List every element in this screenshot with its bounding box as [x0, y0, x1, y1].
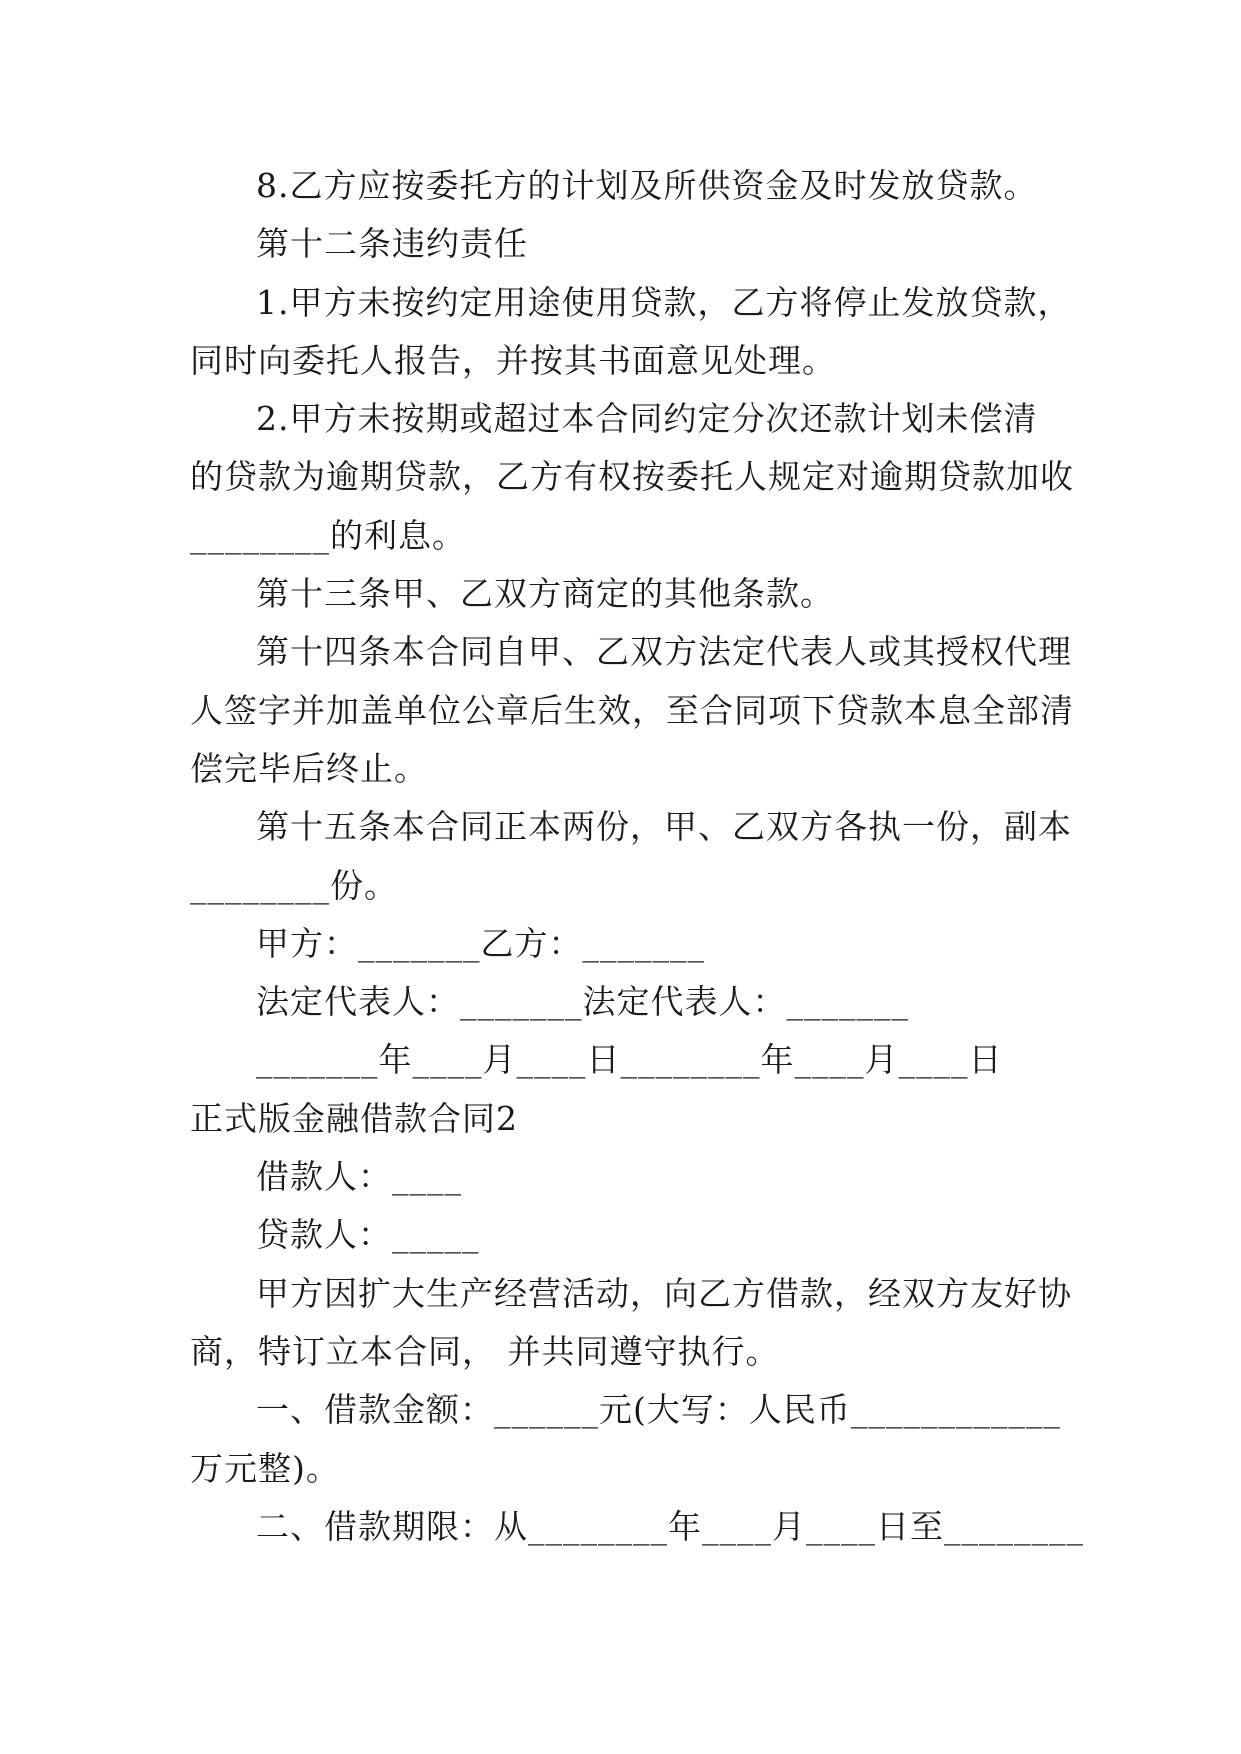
document-line: 第十二条违约责任	[256, 224, 528, 264]
document-line: 1.甲方未按约定用途使用贷款，乙方将停止发放贷款，	[256, 282, 1072, 322]
document-line: 商，特订立本合同， 并共同遵守执行。	[190, 1331, 780, 1371]
document-line: 8.乙方应按委托方的计划及所供资金及时发放贷款。	[256, 166, 1038, 205]
document-line: 第十五条本合同正本两份，甲、乙双方各执一份，副本	[256, 807, 1072, 847]
document-line: 甲方：_______乙方：_______	[256, 923, 705, 963]
document-line: 法定代表人：_______法定代表人：_______	[256, 982, 909, 1022]
document-line: 第十三条甲、乙双方商定的其他条款。	[256, 574, 834, 614]
document-line: 的贷款为逾期贷款，乙方有权按委托人规定对逾期贷款加收	[190, 457, 1074, 497]
document-line: 人签字并加盖单位公章后生效，至合同项下贷款本息全部清	[190, 690, 1074, 730]
document-line: 一、借款金额：______元(大写：人民币____________	[256, 1390, 1061, 1430]
document-body	[190, 157, 1084, 1556]
document-line: 第十四条本合同自甲、乙双方法定代表人或其授权代理	[256, 632, 1072, 672]
document-line: 万元整)。	[190, 1448, 340, 1488]
document-line: ________的利息。	[190, 515, 466, 555]
document-line: ________份。	[190, 865, 398, 905]
document-line: 二、借款期限：从________年____月____日至________	[256, 1506, 1084, 1546]
document-line: _______年____月____日________年____月____日	[256, 1040, 1003, 1080]
document-line: 偿完毕后终止。	[190, 748, 428, 788]
document-line: 贷款人：_____	[256, 1215, 480, 1255]
document-line: 借款人：____	[256, 1157, 462, 1197]
document-line: 2.甲方未按期或超过本合同约定分次还款计划未偿清	[256, 399, 1038, 439]
document-line: 甲方因扩大生产经营活动，向乙方借款，经双方友好协	[256, 1273, 1072, 1313]
document-line: 同时向委托人报告，并按其书面意见处理。	[190, 340, 836, 380]
document-line: 正式版金融借款合同2	[190, 1098, 518, 1138]
